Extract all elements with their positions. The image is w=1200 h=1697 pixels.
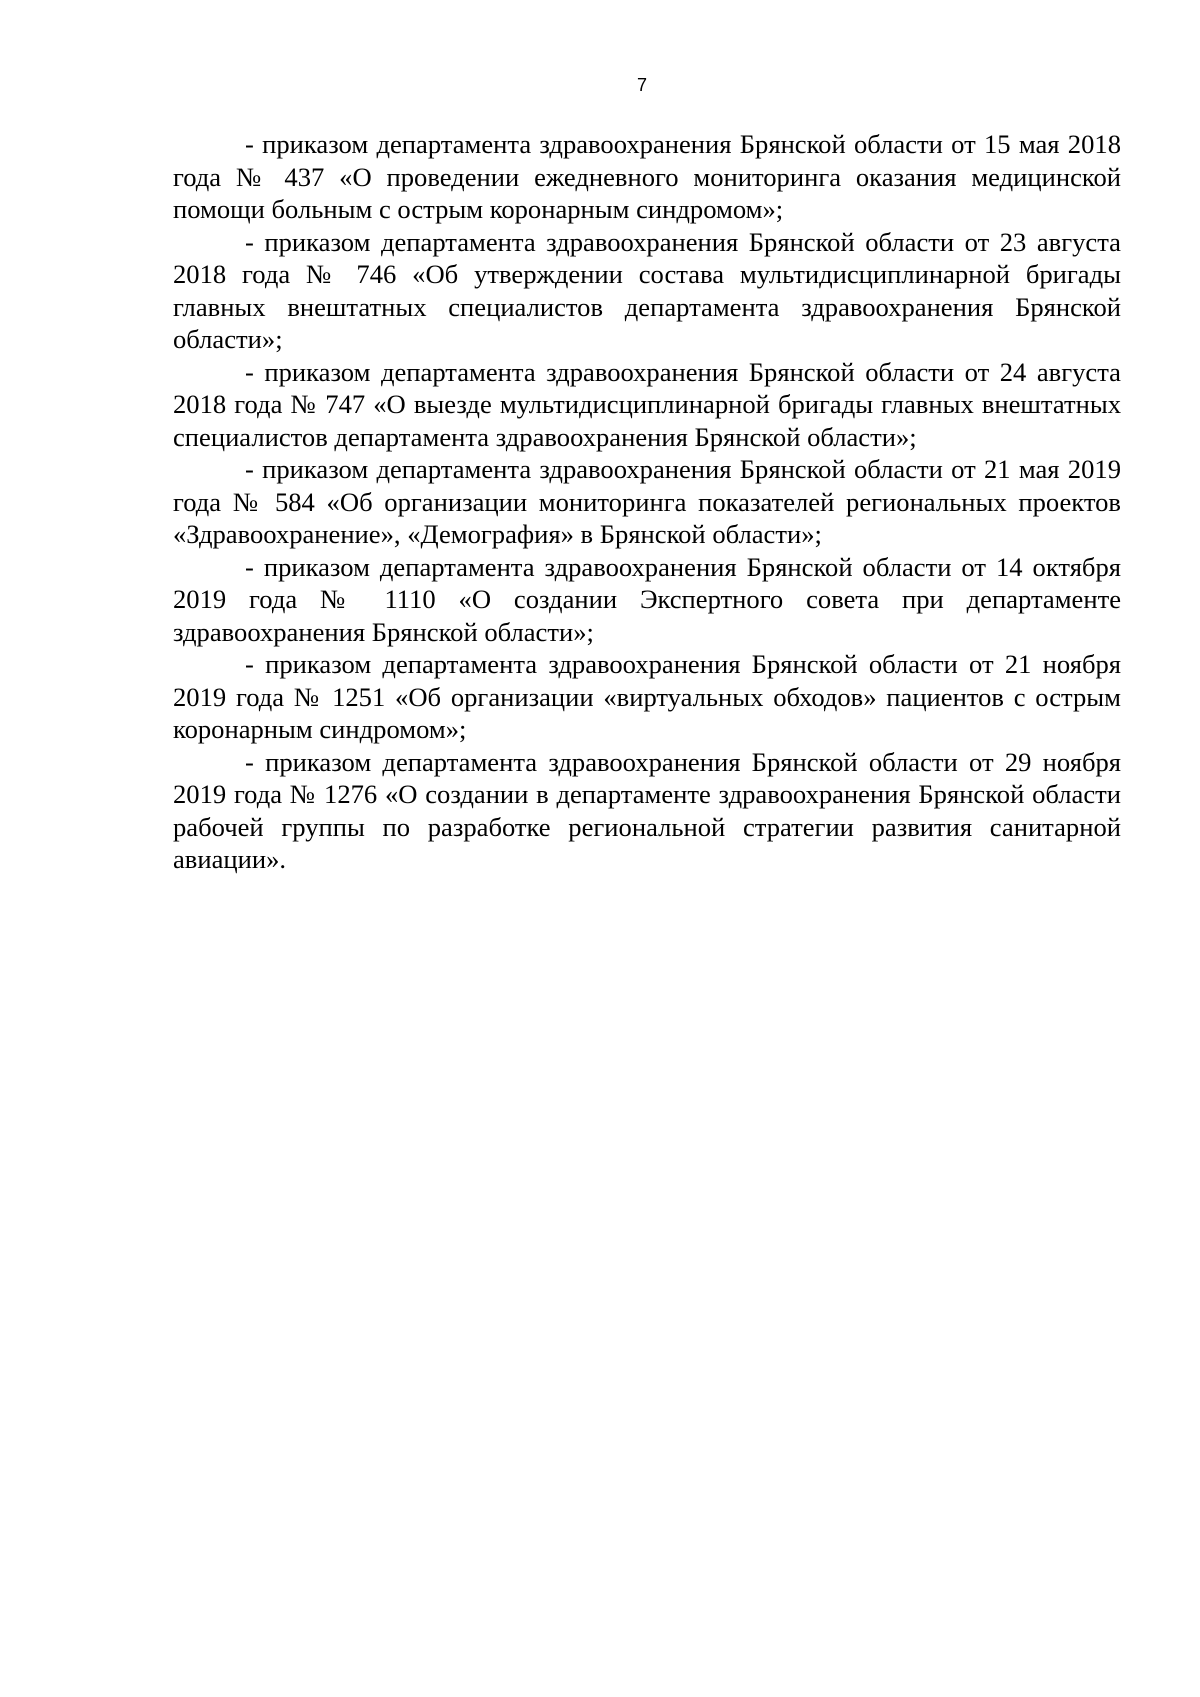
list-item: - приказом департамента здравоохранения Брянской области от 23 августа 2018 года № 746 «Об утверждении состава мультидисциплинарной бригады главных внештатных специалистов департамента здравоохранения Брянской области»; xyxy=(173,226,1121,354)
body-text xyxy=(173,128,1121,876)
list-item: - приказом департамента здравоохранения Брянской области от 14 октября 2019 года № 1110 «О создании Экспертного совета при департаменте здравоохранения Брянской области»; xyxy=(173,551,1121,647)
list-item: - приказом департамента здравоохранения Брянской области от 29 ноября 2019 года № 1276 «О создании в департаменте здравоохранения Брянской области рабочей группы по разработке региональной стратегии развития санитарной авиации». xyxy=(173,746,1121,874)
page-number: 7 xyxy=(636,75,647,95)
list-item: - приказом департамента здравоохранения Брянской области от 21 мая 2019 года № 584 «Об организации мониторинга показателей региональных проектов «Здравоохранение», «Демография» в Брянской области»; xyxy=(173,454,1121,549)
list-item: - приказом департамента здравоохранения Брянской области от 15 мая 2018 года № 437 «О проведении ежедневного мониторинга оказания медицинской помощи больным с острым коронарным синдромом»; xyxy=(173,129,1121,224)
list-item: - приказом департамента здравоохранения Брянской области от 24 августа 2018 года № 747 «О выезде мультидисциплинарной бригады главных внештатных специалистов департамента здравоохранения Брянской области»; xyxy=(173,356,1121,452)
list-item: - приказом департамента здравоохранения Брянской области от 21 ноября 2019 года № 1251 «Об организации «виртуальных обходов» пациентов с острым коронарным синдромом»; xyxy=(173,649,1121,744)
